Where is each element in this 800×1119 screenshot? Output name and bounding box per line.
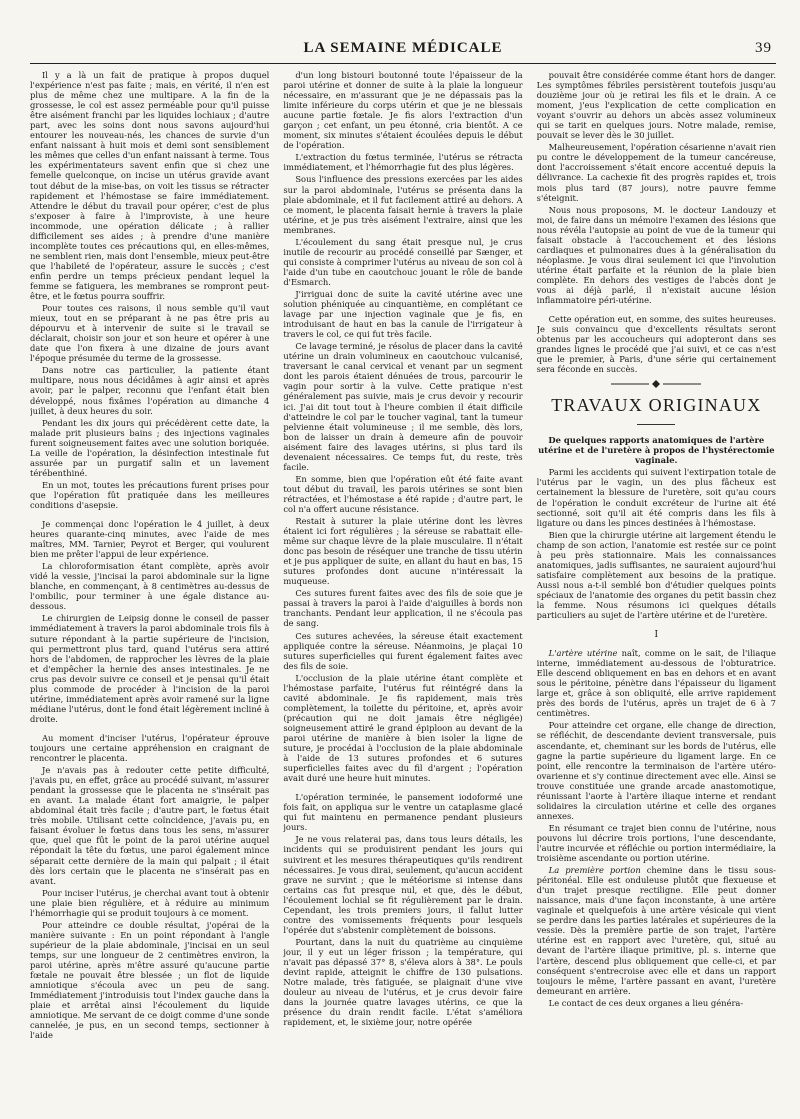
paragraph: L'opération terminée, le pansement iodoformé une fois fait, on appliqua sur le ventre un cataplasme glacé qui fut maintenu en permanence pendant plusieurs jours. [283, 792, 523, 833]
paragraph: La chloroformisation étant complète, après avoir vidé la vessie, j'incisai la paroi abdominale sur la ligne blanche, en commençant, à 8 centimètres au-dessus de l'ombilic, pour terminer à une égale distance au-dessous. [30, 561, 270, 612]
paragraph: d'un long bistouri boutonné toute l'épaisseur de la paroi utérine et donner de suite à la plaie la longueur nécessaire, en m'assurant que je ne dépassais pas la limite inférieure du corps utérin et que je ne blessais aucune partie fœtale. Je fis alors l'extraction d'un garçon ; cet enfant, un peu étonné, cria bientôt. A ce moment, six minutes s'étaient écoulées depuis le début de l'opération. [283, 70, 523, 151]
paragraph: L'écoulement du sang était presque nul, je crus inutile de recourir au procédé conseillé par Sænger, et qui consiste à comprimer l'utérus au niveau de son col à l'aide d'un tube en caoutchouc jouant le rôle de bande d'Esmarch. [283, 236, 523, 287]
paragraph: L'occlusion de la plaie utérine étant complète et l'hémostase parfaite, l'utérus fut réintégré dans la cavité abdominale. Je fis rapidement, mais très complètement, la toilette du péritoine, et, après avoir (précaution qui ne doit jamais être négligée) soigneusement attiré le grand épiploon au devant de la paroi utérine de manière à bien isoler la ligne de suture, je procédai à l'occlusion de la plaie abdominale à l'aide de 13 sutures profondes et 6 sutures superficielles faites avec du fil d'argent ; l'opération avait duré une heure huit minutes. [283, 672, 523, 784]
header-rule [30, 63, 776, 64]
paragraph-text: naît, comme on le sait, de l'iliaque interne, immédiatement au-dessous de l'obturatrice. Elle descend obliquement en bas en dehors et en avant sous le péritoine, pénètre dans l'épaisseur du ligament large et, grâce à son obliquité, elle arrive rapidement près des bords de l'utérus, après un trajet de 6 à 7 centimètres. [536, 648, 776, 719]
paragraph: Dans notre cas particulier, la patiente étant multipare, nous nous décidâmes à agir ainsi et après avoir, par le palper, reconnu que l'enfant était bien développé, nous fixâmes l'opération au dimanche 4 juillet, à deux heures du soir. [30, 365, 270, 416]
journal-name: LA SEMAINE MÉDICALE [303, 40, 503, 56]
paragraph [537, 648, 776, 718]
heading-rule [637, 424, 675, 425]
column-2 [283, 70, 522, 1110]
paragraph: Ce lavage terminé, je résolus de placer dans la cavité utérine un drain volumineux en caoutchouc vulcanisé, traversant le canal cervical et venant par un segment dont les parois étaient dénuées de trous, parcourir le vagin pour sortir à la vulve. Cette pratique n'est généralement pas suivie, mais je crus devoir y recourir ici. J'ai dit tout tout à l'heure combien il était difficile d'atteindre le col par le toucher vaginal, tant la tumeur pelvienne était volumineuse ; il me semble, dès lors, bon de laisser un drain à demeure afin de pouvoir aisément faire des lavages utérins, si plus tard ils devenaient nécessaires. Ce temps fut, du reste, très facile. [283, 341, 523, 472]
paragraph: Il y a là un fait de pratique à propos duquel l'expérience n'est pas faite ; mais, en vérité, il n'en est plus de même chez une multipare. A la fin de la grossesse, le col est assez perméable pour qu'il puisse être aisément franchi par les liquides lochiaux ; d'autre part, avec les soins dont nous savons aujourd'hui entourer les nouveau-nés, les chances de survie d'un enfant naissant à huit mois et demi sont sensiblement les mêmes que celles d'un enfant naissant à terme. Tous les expérimentateurs savent enfin que si chez une femelle quelconque, on incise un utérus gravide avant tout début de la mise-bas, on voit les tissus se rétracter rapidement et l'hémostase se faire immédiatement. Attendre le début du travail pour opérer, c'est de plus s'exposer à faire à l'improviste, à une heure incommode, une opération délicate ; à rallier difficilement ses aides ; à prendre d'une manière incomplète toutes ces précautions qui, en elles-mêmes, ne semblent rien, mais dont l'ensemble, mieux peut-être que l'habileté de l'opérateur, assure le succès ; c'est enfin perdre un temps précieux pendant lequel la femme se fatiguera, les membranes se rompront peut-être, et le fœtus pourra souffrir. [30, 70, 270, 302]
paragraph: Parmi les accidents qui suivent l'extirpation totale de l'utérus par le vagin, un des plus fâcheux est certainement la blessure de l'uretère, soit qu'au cours de l'opération le conduit excréteur de l'urine ait été sectionné, soit qu'il ait été compris dans les fils à ligature ou dans les pinces destinées à l'hémostase. [536, 467, 776, 528]
article-title: De quelques rapports anatomiques de l'artère utérine et de l'uretère à propos de l'hystérectomie vaginale. [538, 435, 775, 466]
paragraph: En somme, bien que l'opération eût été faite avant tout début du travail, les parois utérines se sont bien rétractées, et l'hémostase a été rapide ; d'autre part, le col n'a offert aucune résistance. [283, 473, 523, 514]
paragraph: Ces sutures furent faites avec des fils de soie que je passai à travers la paroi à l'aide d'aiguilles à bords non tranchants. Pendant leur application, il ne s'écoula pas de sang. [283, 588, 523, 629]
paragraph: Pour atteindre ce double résultat, j'opérai de la manière suivante : En un point répondant à l'angle supérieur de la plaie abdominale, j'incisai en un seul temps, sur une longueur de 2 centimètres environ, la paroi utérine, après m'être assuré qu'aucune partie fœtale ne pouvait être blessée ; un flot de liquide amniotique s'écoula avec un peu de sang. Immédiatement j'introduisis tout l'index gauche dans la plaie et arrêtai ainsi l'écoulement du liquide amniotique. Me servant de ce doigt comme d'une sonde cannelée, je pus, en un second temps, sectionner à l'aide [30, 919, 270, 1041]
paragraph: Au moment d'inciser l'utérus, l'opérateur éprouve toujours une certaine appréhension en craignant de rencontrer le placenta. [30, 732, 270, 764]
paragraph: Ces sutures achevées, la séreuse était exactement appliquée contre la séreuse. Néanmoins, je plaçai 10 sutures superficielles qui furent également faites avec des fils de soie. [283, 630, 523, 671]
paragraph: Pourtant, dans la nuit du quatrième au cinquième jour, il y eut un léger frisson ; la température, qui n'avait pas dépassé 37° 8, s'éleva alors à 38°. Le pouls devint rapide, atteignit le chiffre de 130 pulsations. Notre malade, très fatiguée, se plaignait d'une vive douleur au niveau de l'utérus, et je crus devoir faire dans la journée quatre lavages utérins, ce que la présence du drain rendit facile. L'état s'améliora rapidement, et, le sixième jour, notre opérée [283, 936, 523, 1028]
paragraph: Le chirurgien de Leipsig donne le conseil de passer immédiatement à travers la paroi abdominale trois fils à suture répondant à la partie supérieure de l'incision, qui permettront plus tard, quand l'utérus sera attiré hors de l'abdomen, de rapprocher les lèvres de la plaie et d'empêcher la hernie des anses intestinales. Je ne crus pas devoir suivre ce conseil et je pensai qu'il était plus commode de procéder à l'incision de la paroi utérine, immédiatement après avoir ramené sur la ligne médiane l'utérus, dont le fond était légèrement incliné à droite. [30, 613, 270, 724]
section-heading: TRAVAUX ORIGINAUX [551, 395, 762, 416]
paragraph: Restait à suturer la plaie utérine dont les lèvres étaient ici fort régulières ; la séreuse se rabattait elle-même sur chaque lèvre de la plaie musculaire. Il n'était donc pas besoin de réséquer une tranche de tissu utérin et je pus appliquer de suite, en allant du haut en bas, 15 sutures profondes dont aucune n'intéressait la muqueuse. [283, 516, 523, 587]
paragraph: En un mot, toutes les précautions furent prises pour que l'opération fût pratiquée dans les meilleures conditions d'asepsie. [30, 479, 270, 510]
paragraph: Pour toutes ces raisons, il nous semble qu'il vaut mieux, tout en se préparant à ne pas être pris au dépourvu et à intervenir de suite si le travail se déclarait, choisir son jour et son heure et opérer à une date que l'on fixera à une dizaine de jours avant l'époque présumée du terme de la grossesse. [30, 303, 270, 364]
paragraph: pouvait être considérée comme étant hors de danger. Les symptômes fébriles persistèrent toutefois jusqu'au douzième jour où je retirai les fils et le drain. A ce moment, j'eus l'explication de cette complication en voyant s'ouvrir au dehors un abcès assez volumineux qui se tarit en quelques jours. Notre malade, remise, pouvait se lever dès le 30 juillet. [536, 70, 776, 141]
paragraph: Je commençai donc l'opération le 4 juillet, à deux heures quarante-cinq minutes, avec l'aide de mes maîtres, MM. Tarnier, Peyrot et Berger, qui voulurent bien me prêter l'appui de leur expérience. [30, 519, 270, 560]
page-number: 39 [755, 40, 772, 56]
paragraph: Pour inciser l'utérus, je cherchai avant tout à obtenir une plaie bien régulière, et à réduire au minimum l'hémorrhagie qui se produit toujours à ce moment. [30, 887, 270, 918]
column-3 [537, 70, 776, 1110]
paragraph: Je ne vous relaterai pas, dans tous leurs détails, les incidents qui se produisirent pendant les jours qui suivirent et les mesures thérapeutiques qu'ils rendirent nécessaires. Je vous dirai, seulement, qu'aucun accident grave ne survint ; que le météorisme si intense dans certains cas fut presque nul, et que, dès le début, l'écoulement lochial se fit régulièrement par le drain. Cependant, les trois premiers jours, il fallut lutter contre des vomissements fréquents pour lesquels l'opérée dut s'abstenir complètement de boissons. [283, 834, 523, 935]
paragraph: L'extraction du fœtus terminée, l'utérus se rétracta immédiatement, et l'hémorrhagie fut des plus légères. [283, 152, 523, 173]
italic-lead: La première portion [548, 865, 641, 876]
paragraph: J'irriguai donc de suite la cavité utérine avec une solution phéniquée au cinquantième, en complétant ce lavage par une injection vaginale que je fis, en introduisant de haut en bas la canule de l'irrigateur à travers le col, ce qui fut très facile. [283, 288, 523, 340]
paragraph-text: chemine dans le tissu sous-péritonéal. Elle est onduleuse plutôt que flexueuse et d'un trajet presque rectiligne. Elle peut donner naissance, mais d'une façon inconstante, à une artère vaginale et quelquefois à une artère vésicale qui vient se perdre dans les parties latérales et supérieures de la vessie. Dès la première partie de son trajet, l'artère utérine est en rapport avec l'uretère, qui, situé au devant de l'artère iliaque primitive, pl. s. interne que l'artère, descend plus obliquement que celle-ci, et par conséquent s'entrecroise avec elle et dans un rapport toujours le même, l'artère passant en avant, l'uretère demeurant en arrière. [536, 865, 776, 996]
paragraph: Nous nous proposons, M. le docteur Landouzy et moi, de faire dans un mémoire l'examen des lésions que nous révéla l'autopsie au point de vue de la tumeur qui faisait obstacle à l'accouchement et des lésions cardiaques et pulmonaires dues à la généralisation du néoplasme. Je vous dirai seulement ici que l'involution utérine était parfaite et la réunion de la plaie bien complète. En dehors des vestiges de l'abcès dont je vous ai déjà parlé, il n'existait aucune lésion inflammatoire péri-utérine. [536, 204, 776, 306]
paragraph: En résumant ce trajet bien connu de l'utérine, nous pouvons lui décrire trois portions, l'une descendante, l'autre incurvée et réfléchie ou portion intermédiaire, la troisième ascendante ou portion utérine. [536, 822, 776, 864]
section-number: I [654, 630, 659, 641]
paragraph: Malheureusement, l'opération césarienne n'avait rien pu contre le développement de la tumeur cancéreuse, dont l'accroissement s'était encore accentué depuis la délivrance. La cachexie fit des progrès rapides et, trois mois plus tard (87 jours), notre pauvre femme s'éteignit. [536, 142, 776, 203]
paragraph: Bien que la chirurgie utérine ait largement étendu le champ de son action, l'anatomie est restée sur ce point à peu près stationnaire. Mais les connaissances anatomiques, jadis suffisantes, ne sauraient aujourd'hui satisfaire complètement aux besoins de la pratique. Aussi nous a-t-il semblé bon d'étudier quelques points spéciaux de l'anatomie des organes du petit bassin chez la femme. Nous résumons ici quelques détails particuliers au sujet de l'artère utérine et de l'uretère. [536, 529, 776, 621]
paragraph [537, 865, 776, 996]
columns [30, 70, 776, 1110]
paragraph: Pendant les dix jours qui précédèrent cette date, la malade prit plusieurs bains ; des injections vaginales furent soigneusement faites avec une solution boriquée. La veille de l'opération, la désinfection intestinale fut assurée par un purgatif salin et un lavement térébenthiné. [30, 417, 270, 478]
paragraph: Sous l'influence des pressions exercées par les aides sur la paroi abdominale, l'utérus se présenta dans la plaie abdominale, et il fut facilement attiré au dehors. A ce moment, le placenta faisait hernie à travers la plaie utérine, et je pus très aisément l'extraire, ainsi que les membranes. [283, 174, 523, 235]
paragraph: Je n'avais pas à redouter cette petite difficulté, j'avais pu, en effet, grâce au procédé suivant, m'assurer pendant la grossesse que le placenta ne s'insérait pas en avant. La malade étant fort amaigrie, le palper abdominal était très facile ; d'autre part, le fœtus était très mobile. Utilisant cette coïncidence, j'avais pu, en faisant évoluer le fœtus dans tous les sens, m'assurer que, quel que fût le point de la paroi utérine auquel répondait la tête du fœtus, une paroi également mince séparait cette dernière de la main qui palpait ; il était dès lors certain que le placenta ne s'insérait pas en avant. [30, 765, 270, 886]
paragraph: Pour atteindre cet organe, elle change de direction, se réfléchit, de descendante devient transversale, puis ascendante, et, cheminant sur les bords de l'utérus, elle gagne la partie supérieure du ligament large. En ce point, elle rencontre la terminaison de l'artère utéro-ovarienne et s'y continue directement avec elle. Ainsi se trouve constituée une grande arcade anastomotique, réunissant l'aorte à l'artère iliaque interne et rendant solidaires la circulation utérine et celle des organes annexes. [536, 720, 776, 821]
paragraph: Le contact de ces deux organes a lieu généra- [548, 997, 744, 1008]
column-1 [30, 70, 269, 1110]
running-head [30, 40, 776, 58]
paragraph: Cette opération eut, en somme, des suites heureuses. Je suis convaincu que d'excellents résultats seront obtenus par les accoucheurs qui adopteront dans ses grandes lignes le procédé que j'ai suivi, et ce cas n'est que le premier, à Paris, d'une série qui certainement sera féconde en succès. [536, 314, 776, 375]
ornament-divider [611, 380, 701, 388]
italic-lead: L'artère utérine [548, 648, 618, 659]
